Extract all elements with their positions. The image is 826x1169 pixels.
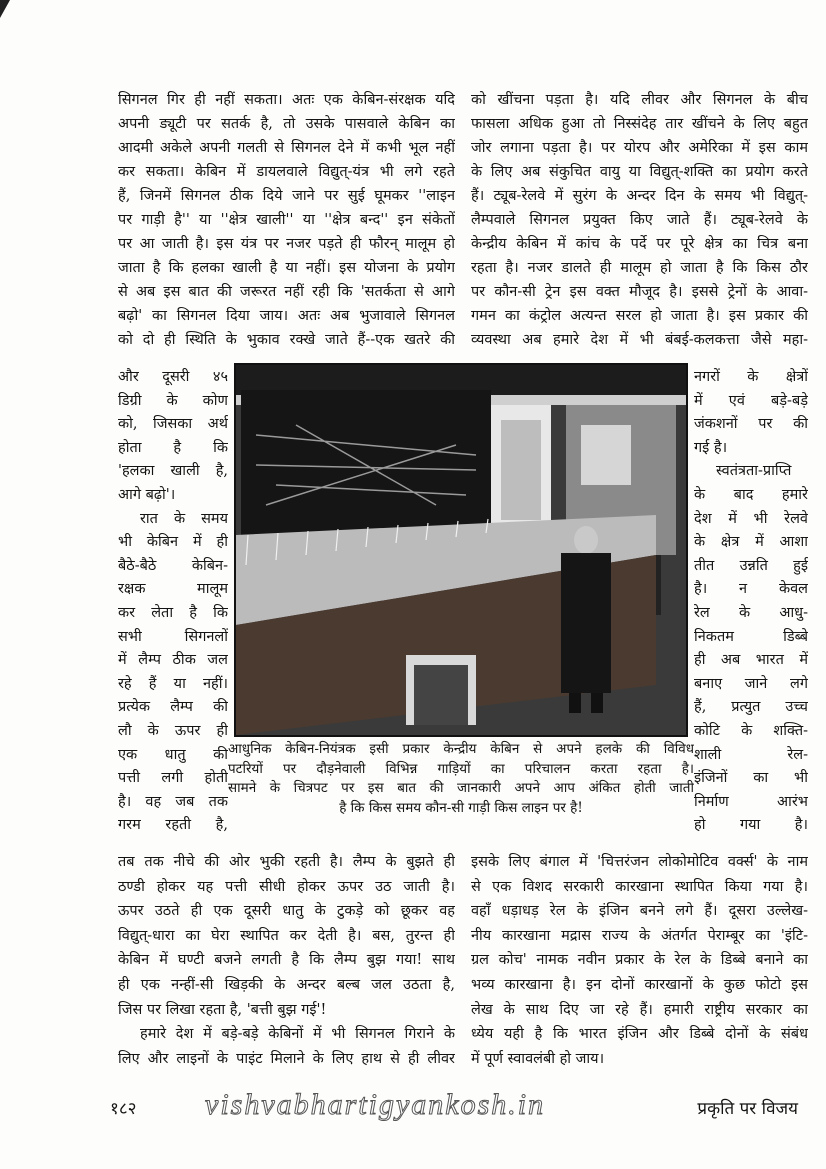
text-line: और दूसरी ४५ — [118, 369, 228, 385]
text-line: से अब इस बात की जरूरत नहीं रही कि 'सतर्कता से आगे — [118, 284, 455, 300]
text-line: जिस पर लिखा रहता है, 'बत्ती बुझ गई'! — [118, 1001, 327, 1018]
text-line: इंजिनों का भी — [694, 770, 808, 787]
text-line: सामने के चित्रपट पर इस बात की जानकारी अपने आप अंकित होती जाती — [228, 780, 694, 796]
text-line: गरम रहती है, — [118, 817, 228, 834]
text-line: से एक विशद सरकारी कारखाना स्थापित किया गया है। — [471, 878, 808, 895]
text-line: को दो ही स्थिति के भुकाव रक्खे जाते हैं--एक खतरे की — [118, 332, 455, 348]
text-line: ग्रल कोच' नामक नवीन प्रकार के रेल के डिब्बे बनाने का — [471, 952, 808, 969]
text-line: गई है। — [694, 439, 728, 456]
scan-corner-mark — [0, 0, 10, 18]
text-line: सभी सिगनलों — [118, 628, 228, 645]
left-column-top — [118, 88, 455, 352]
track-diagram-board — [241, 390, 491, 535]
text-line: ठण्डी होकर यह पत्ती सीधी होकर ऊपर उठ जाती है। — [118, 878, 455, 895]
text-line: लेख के साथ दिए जा रहे हैं। हमारी राष्ट्रीय सरकार का — [471, 1001, 808, 1018]
text-line: विद्युत्-धारा का घेरा स्थापित कर देती है। बस, तुरन्त ही — [118, 927, 455, 944]
right-column-bottom — [471, 850, 808, 1071]
text-line: गमन का कंट्रोल अत्यन्त सरल हो जाता है। इस प्रकार की — [471, 308, 808, 324]
text-line: प्रत्येक लैम्प की — [118, 699, 228, 716]
text-line: डिग्री के कोण — [118, 392, 228, 409]
text-line: रक्षक मालूम — [118, 581, 228, 598]
text-line: भी केबिन में ही — [118, 534, 228, 551]
text-line: को खींचना पड़ता है। यदि लीवर और सिगनल के बीच — [471, 92, 808, 108]
text-line: लैम्पवाले सिगनल प्रयुक्त किए जाते हैं। ट्यूब-रेलवे के — [471, 212, 808, 228]
text-line: पर कौन-सी ट्रेन इस वक्त मौजूद है। इससे ट्रेनों के आवा- — [471, 284, 808, 300]
text-line: तीत उन्नति हुई — [694, 557, 808, 574]
text-line: कोटि के शक्ति- — [694, 722, 808, 739]
text-line: के लिए अब संकुचित वायु या विद्युत्-शक्ति का प्रयोग करते — [471, 164, 808, 180]
photo-caption — [228, 740, 694, 818]
text-line: रहता है। नजर डालते ही मालूम हो जाता है कि किस ठौर — [471, 260, 808, 276]
operator-head — [574, 526, 598, 554]
text-line: आदमी अकेले अपनी गलती से सिगनल देने में कभी भूल नहीं — [118, 140, 455, 156]
text-line: कर लेता है कि — [118, 604, 228, 621]
text-line: कर सकता। केबिन में डायलवाले विद्युत्-यंत्र भी लगे रहते — [118, 164, 455, 180]
text-line: केबिन में घण्टी बजने लगती है कि लैम्प बुझ गया! साथ — [118, 952, 455, 969]
text-line: तब तक नीचे की ओर भुकी रहती है। लैम्प के बुझते ही — [118, 854, 455, 870]
text-line: ध्येय यही है कि भारत इंजिन और डिब्बे दोनों के संबंध — [471, 1026, 808, 1043]
text-line: रात के समय — [140, 510, 228, 527]
text-line: ऊपर उठते ही एक दूसरी धातु के टुकड़े को छूकर वह — [118, 903, 455, 920]
text-line: हैं, प्रत्युत उच्च — [694, 699, 808, 716]
text-line: है। न केवल — [694, 581, 808, 598]
text-line: हैं, जिनमें सिगनल ठीक दिये जाने पर सुई घूमकर ''लाइन — [118, 188, 455, 204]
right-column-top — [471, 88, 808, 352]
text-line: ही एक नन्हीं-सी खिड़की के अन्दर बल्ब जल उठता है, — [118, 976, 455, 993]
text-line: 'हलका खाली है, — [118, 463, 228, 480]
text-line: हैं। ट्यूब-रेलवे में सुरंग के अन्दर दिन के समय भी विद्युत्- — [471, 188, 808, 204]
text-line: नगरों के क्षेत्रों — [694, 369, 808, 385]
text-line: इसके लिए बंगाल में 'चित्तरंजन लोकोमोटिव वर्क्स' के नाम — [471, 854, 808, 870]
operator-figure — [561, 553, 611, 693]
text-line: व्यवस्था अब हमारे देश में भी बंबई-कलकत्ता जैसे महा- — [471, 332, 808, 348]
text-line: है। वह जब तक — [118, 793, 228, 810]
text-line: निर्माण आरंभ — [694, 793, 808, 810]
text-line: को, जिसका अर्थ — [118, 416, 228, 433]
text-line: स्वतंत्रता-प्राप्ति — [716, 463, 792, 480]
text-line: शाली रेल- — [694, 746, 808, 763]
text-line: नीय कारखाना मद्रास राज्य के अंतर्गत पेराम्बूर का 'इंटि- — [471, 927, 808, 944]
text-line: में एवं बड़े-बड़े — [694, 392, 808, 409]
text-line: आधुनिक केबिन-नियंत्रक इसी प्रकार केन्द्रीय केबिन से अपने हलके की विविध — [228, 741, 694, 757]
text-line: ही अब भारत में — [694, 652, 808, 669]
text-line: पटरियों पर दौड़नेवाली विभिन्न गाड़ियों का परिचालन करता रहता है। — [228, 760, 694, 777]
text-line: रेल के आधु- — [694, 604, 808, 621]
text-line: हमारे देश में बड़े-बड़े केबिनों में भी सिगनल गिराने के — [140, 1026, 455, 1043]
text-line: बढ़ो' का सिगनल दिया जाय। अतः अब भुजावाले सिगनल — [118, 308, 455, 324]
text-line: में पूर्ण स्वावलंबी हो जाय। — [471, 1050, 605, 1067]
text-line: वहाँ धड़ाधड़ रेल के इंजिन बनने लगे हैं। दूसरा उल्लेख- — [471, 903, 808, 920]
text-line: लौ के ऊपर ही — [118, 722, 228, 739]
text-line: निकतम डिब्बे — [694, 628, 808, 645]
text-line: अपनी ड्यूटी पर सतर्क है, तो उसके पासवाले केबिन का — [118, 116, 455, 132]
text-line: में लैम्प ठीक जल — [118, 652, 228, 669]
text-line: पर गाड़ी है'' या ''क्षेत्र खाली'' या ''क्षेत्र बन्द'' इन संकेतों — [118, 212, 455, 228]
text-line: बैठे-बैठे केबिन- — [118, 557, 228, 574]
text-line: जोर लगाना पड़ता है। पर योरप और अमेरिका में इस काम — [471, 140, 808, 156]
text-line: पत्ती लगी होती — [118, 770, 228, 787]
text-line: सिगनल गिर ही नहीं सकता। अतः एक केबिन-संरक्षक यदि — [118, 92, 455, 108]
text-line: केन्द्रीय केबिन में कांच के पर्दे पर पूरे क्षेत्र का चित्र बना — [471, 236, 808, 252]
text-line: पर आ जाती है। इस यंत्र पर नजर पड़ते ही फौरन् मालूम हो — [118, 236, 455, 252]
text-line: फासला अधिक हुआ तो निस्संदेह तार खींचने के लिए बहुत — [471, 116, 808, 132]
signal-cabin-photo — [234, 363, 688, 737]
text-line: जंकशनों पर की — [694, 416, 808, 433]
text-line: आगे बढ़ो'। — [118, 486, 176, 503]
text-line: भव्य कारखाना है। इन दोनों कारखानों के कुछ फोटो इस — [471, 976, 808, 993]
text-line: है कि किस समय कौन-सी गाड़ी किस लाइन पर है! — [339, 799, 583, 816]
text-line: हो गया है। — [694, 817, 808, 834]
watermark: vishvabhartigyankosh.in — [205, 1088, 546, 1121]
text-line: बनाए जाने लगे — [694, 675, 808, 692]
text-line: होता है कि — [118, 439, 228, 456]
text-line: लिए और लाइनों के पाइंट मिलाने के लिए हाथ से ही लीवर — [118, 1050, 455, 1067]
left-column-bottom — [118, 850, 455, 1071]
text-line: एक धातु की — [118, 746, 228, 763]
right-narrow-column — [694, 366, 808, 838]
page-number: १८२ — [110, 1099, 137, 1119]
left-narrow-column — [118, 366, 228, 838]
text-line: देश में भी रेलवे — [694, 510, 808, 527]
text-line: के बाद हमारे — [694, 486, 808, 503]
text-line: रहे हैं या नहीं। — [118, 675, 228, 692]
running-footer-title: प्रकृति पर विजय — [697, 1099, 798, 1119]
text-line: के क्षेत्र में आशा — [694, 534, 808, 551]
text-line: जाता है कि हलका खाली है या नहीं। इस योजना के प्रयोग — [118, 260, 455, 276]
